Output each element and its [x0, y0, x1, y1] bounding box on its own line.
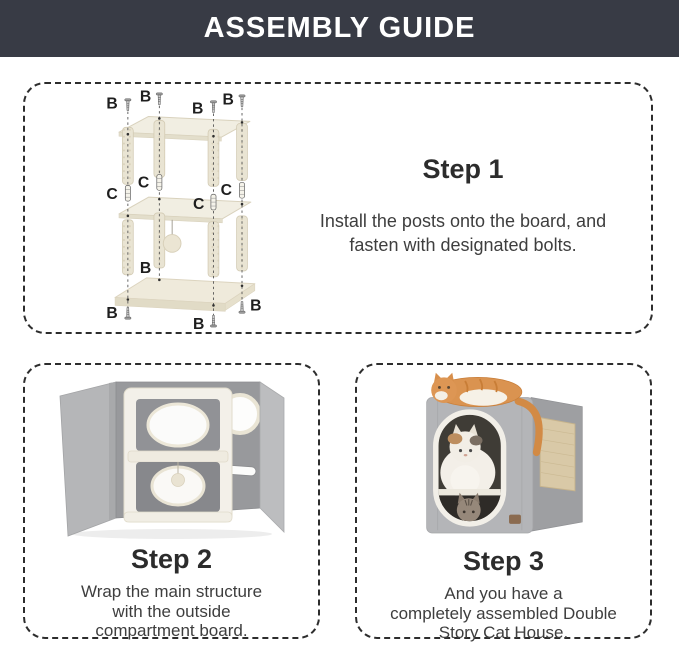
step-1-description — [293, 209, 633, 257]
main-structure — [124, 388, 232, 522]
bolt-label-b: B — [250, 297, 262, 315]
scratch-pad — [540, 418, 575, 491]
hanging-ball-toy — [163, 220, 181, 252]
step-description-line: Install the posts onto the board, and — [319, 211, 607, 231]
step-description-line: fasten with designated bolts. — [349, 235, 577, 255]
inner-shelf — [438, 489, 500, 495]
step-1-panel — [23, 82, 653, 334]
upper-oval-opening — [148, 404, 208, 446]
bolt-label-b: B — [106, 305, 118, 323]
step-2-title: Step 2 — [130, 544, 213, 574]
bolt-label-b: B — [192, 100, 204, 118]
step-2-description — [25, 582, 318, 641]
step-1-exploded-diagram — [97, 85, 265, 331]
hanging-ball-toy — [172, 474, 185, 487]
step-description-line: compartment board. — [95, 621, 248, 640]
bolt-label-b: B — [222, 91, 234, 109]
bottom-board — [115, 278, 255, 311]
step-description-line: completely assembled Double — [390, 603, 617, 623]
step-description-line: Wrap the main structure — [80, 582, 263, 601]
step-1-title: Step 1 — [422, 154, 504, 184]
step-3-description — [357, 584, 650, 643]
step-description-line: Story Cat House. — [438, 623, 569, 642]
bolt-label-c: C — [106, 186, 118, 204]
bolt-label-b: B — [139, 88, 152, 106]
step-3-illustration — [401, 370, 607, 544]
middle-shelf — [128, 451, 228, 462]
bolt-label-b: B — [193, 316, 205, 331]
bolt-label-b: B — [139, 259, 152, 277]
step-3-title: Step 3 — [462, 546, 545, 576]
brand-tag — [509, 515, 521, 524]
floor-shadow — [72, 529, 272, 539]
base-board — [124, 512, 232, 522]
felt-wing-right — [260, 382, 284, 532]
step-2-illustration — [54, 370, 289, 542]
step-3-panel — [355, 363, 652, 642]
page-title: ASSEMBLY GUIDE — [203, 12, 476, 44]
step-2-panel — [23, 363, 320, 639]
step-description-line: And you have a — [444, 584, 563, 603]
top-board — [119, 116, 250, 141]
felt-wing-left — [60, 382, 116, 536]
bolt-label-c: C — [137, 174, 150, 192]
header-banner — [0, 0, 679, 57]
middle-board — [119, 197, 251, 223]
bolt-label-b: B — [106, 95, 118, 113]
step-description-line: with the outside — [112, 601, 231, 621]
bolt-label-c: C — [220, 182, 232, 200]
bolt-label-c: C — [193, 195, 205, 213]
